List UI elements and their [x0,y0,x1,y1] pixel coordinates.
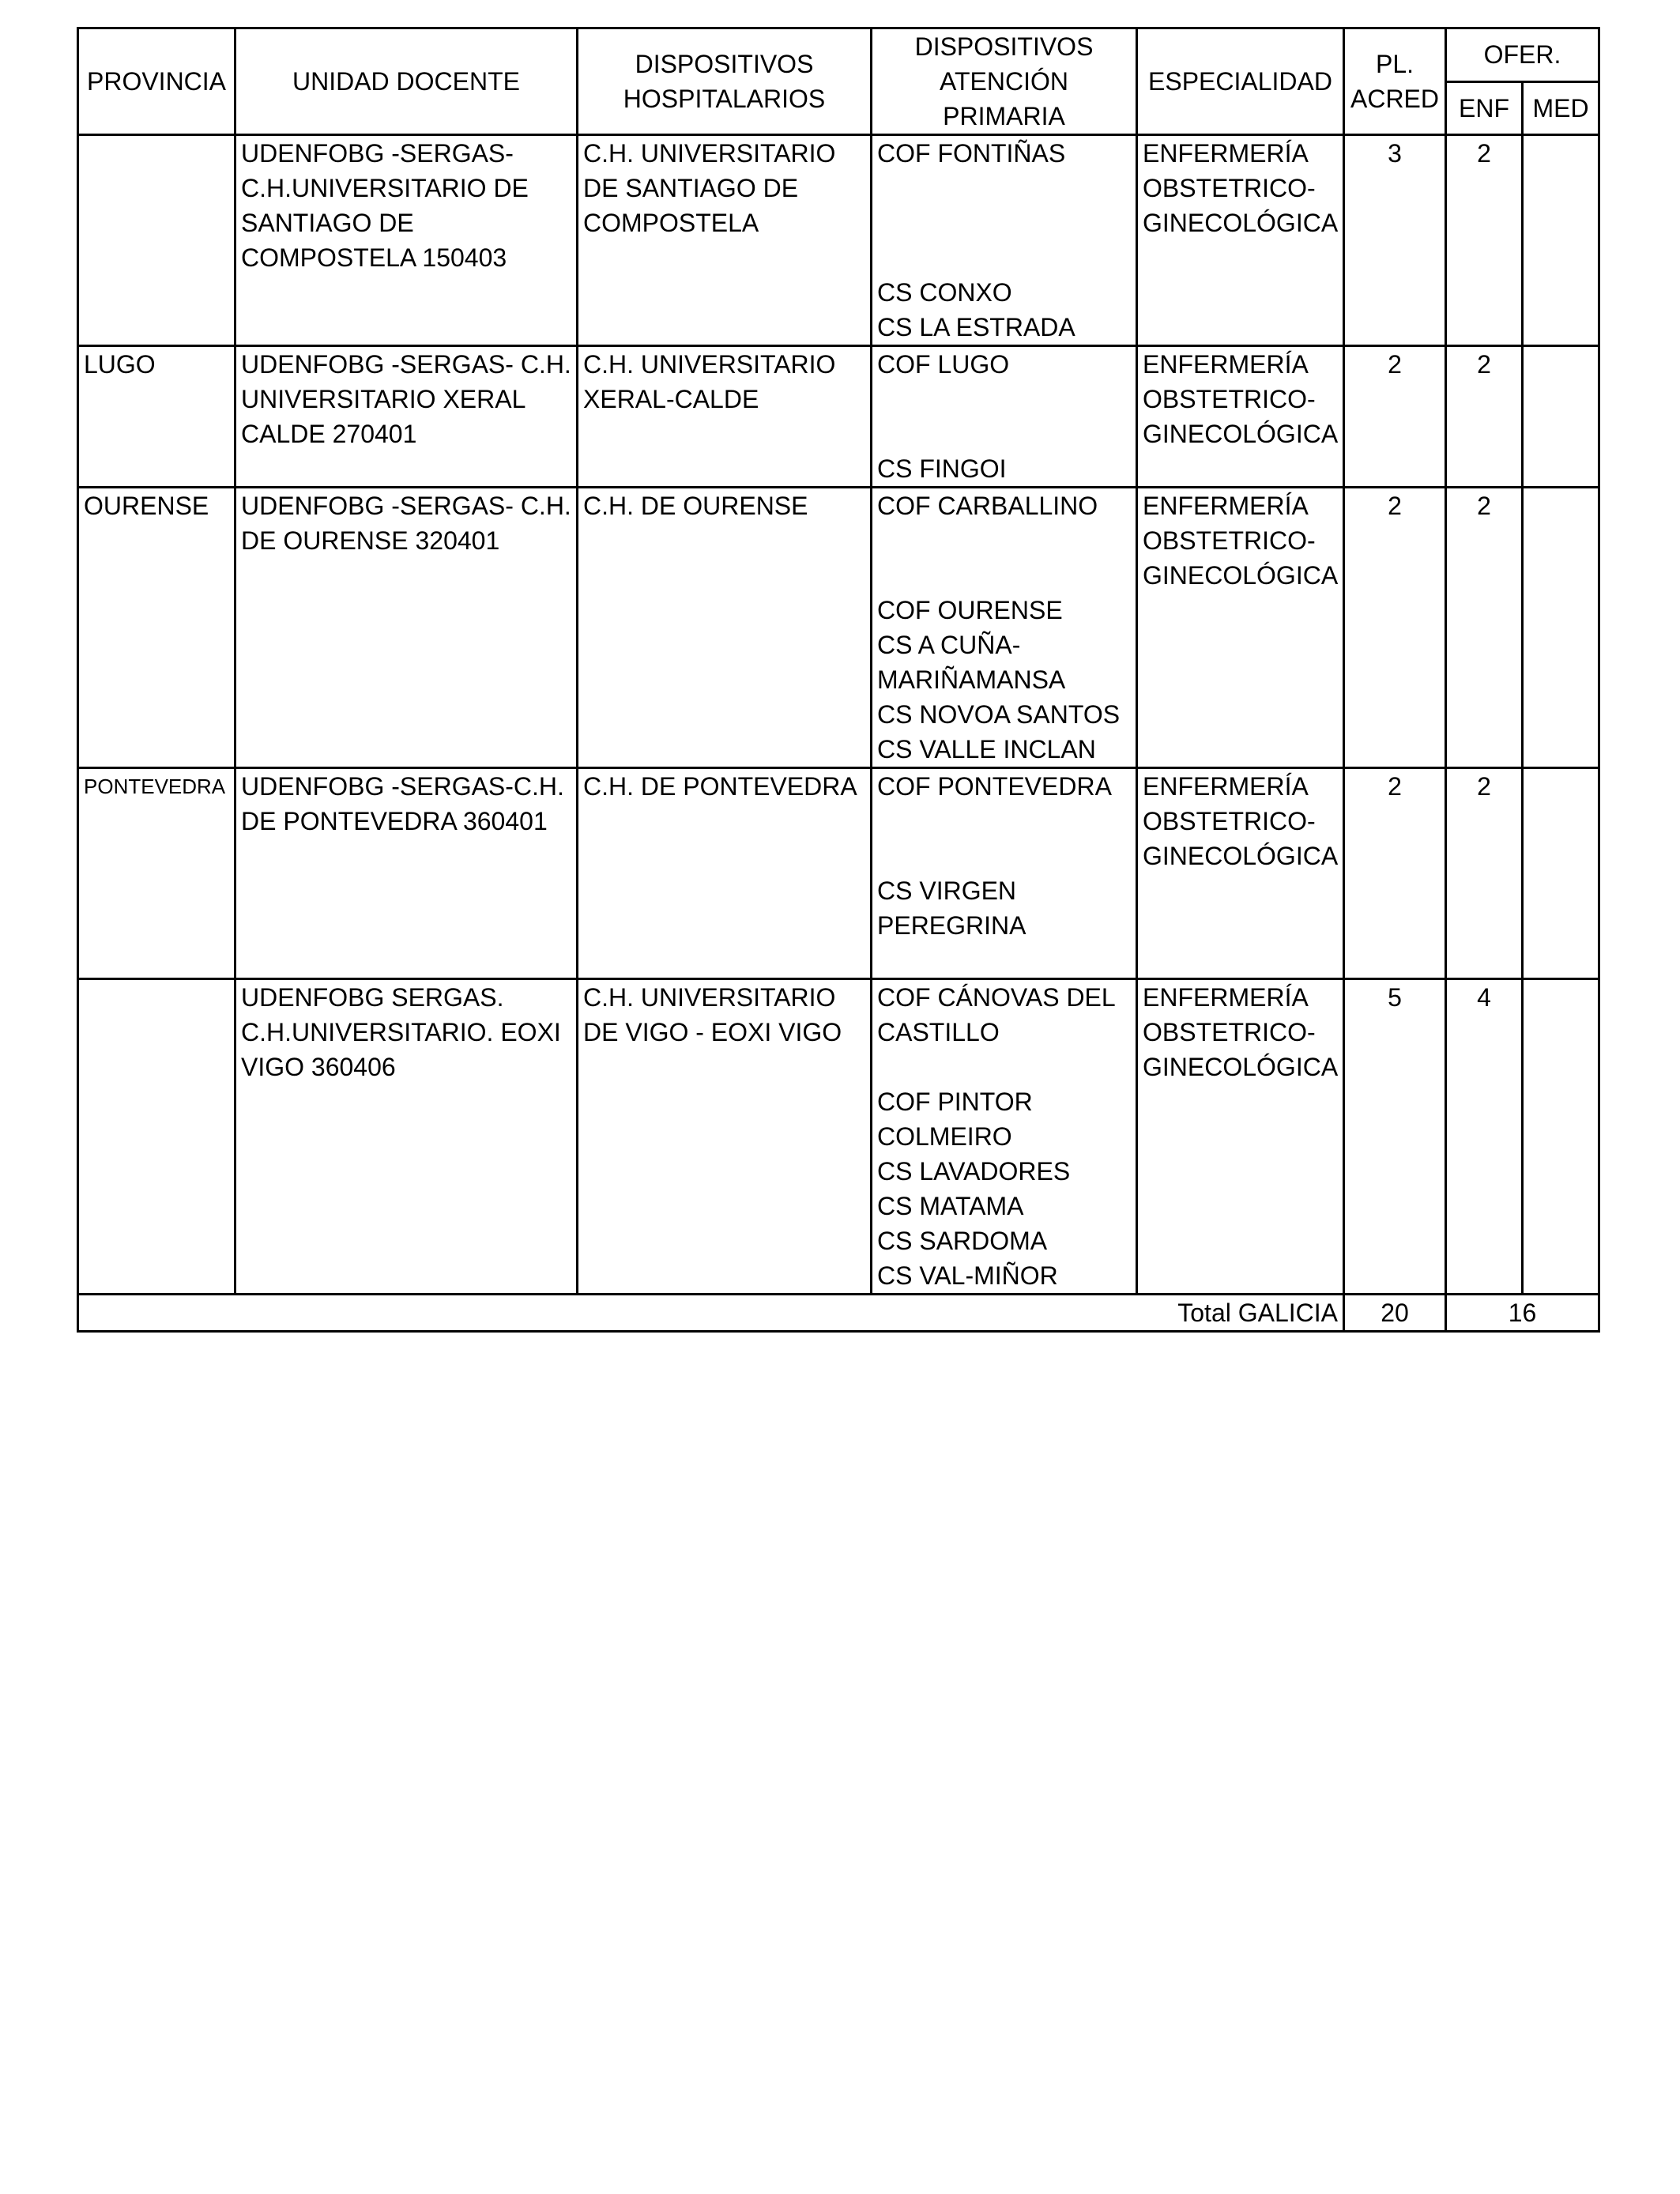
cell-oferta-med [1523,979,1599,1295]
table-row [78,346,1599,488]
primary-care-device: CS VAL-MIÑOR [877,1261,1058,1290]
header-enf: ENF [1446,81,1523,135]
table-row [78,488,1599,768]
primary-care-device: CS VIRGEN PEREGRINA [877,876,1026,940]
cell-plazas-acreditadas: 2 [1344,768,1446,979]
cell-plazas-acreditadas: 2 [1344,488,1446,768]
cell-oferta-med [1523,768,1599,979]
cell-plazas-acreditadas: 2 [1344,346,1446,488]
cell-provincia: PONTEVEDRA [78,768,235,979]
primary-care-device: COF LUGO [877,350,1010,379]
cell-dispositivos-atencion-primaria [872,135,1137,346]
cell-dispositivos-atencion-primaria [872,488,1137,768]
primary-care-device [877,523,1131,558]
table-row [78,768,1599,979]
cell-especialidad: ENFERMERÍA OBSTETRICO-GINECOLÓGICA [1137,346,1344,488]
cell-unidad-docente: UDENFOBG SERGAS. C.H.UNIVERSITARIO. EOXI VIGO 360406 [235,979,578,1295]
header-provincia: PROVINCIA [78,28,235,135]
primary-care-device: CS CONXO [877,278,1012,307]
cell-oferta-med [1523,346,1599,488]
cell-dispositivos-hospitalarios: C.H. UNIVERSITARIO XERAL-CALDE [578,346,872,488]
primary-care-device: COF CÁNOVAS DEL CASTILLO [877,983,1115,1046]
cell-oferta-enf: 4 [1446,979,1523,1295]
cell-especialidad: ENFERMERÍA OBSTETRICO-GINECOLÓGICA [1137,768,1344,979]
primary-care-device [877,839,1131,873]
primary-care-device: COF PONTEVEDRA [877,772,1112,801]
cell-unidad-docente: UDENFOBG -SERGAS- C.H.UNIVERSITARIO DE SANTIAGO DE COMPOSTELA 150403 [235,135,578,346]
cell-unidad-docente: UDENFOBG -SERGAS- C.H. UNIVERSITARIO XERAL CALDE 270401 [235,346,578,488]
cell-provincia [78,979,235,1295]
cell-dispositivos-atencion-primaria [872,346,1137,488]
cell-oferta-enf: 2 [1446,346,1523,488]
primary-care-device: CS VALLE INCLAN [877,735,1096,763]
primary-care-device: CS LAVADORES [877,1157,1071,1186]
header-med: MED [1523,81,1599,135]
cell-especialidad: ENFERMERÍA OBSTETRICO-GINECOLÓGICA [1137,135,1344,346]
primary-care-device [877,1050,1131,1084]
cell-dispositivos-hospitalarios: C.H. DE OURENSE [578,488,872,768]
primary-care-device [877,943,1131,978]
primary-care-device: CS SARDOMA [877,1227,1048,1255]
cell-oferta-enf: 2 [1446,135,1523,346]
cell-plazas-acreditadas: 3 [1344,135,1446,346]
primary-care-device [877,382,1131,417]
cell-dispositivos-atencion-primaria [872,768,1137,979]
total-oferta: 16 [1446,1295,1599,1332]
cell-dispositivos-hospitalarios: C.H. DE PONTEVEDRA [578,768,872,979]
cell-provincia [78,135,235,346]
cell-unidad-docente: UDENFOBG -SERGAS- C.H. DE OURENSE 320401 [235,488,578,768]
primary-care-device: CS LA ESTRADA [877,313,1075,341]
accreditation-table [77,27,1600,1333]
primary-care-device: CS MATAMA [877,1192,1024,1220]
header-especialidad: ESPECIALIDAD [1137,28,1344,135]
cell-dispositivos-hospitalarios: C.H. UNIVERSITARIO DE SANTIAGO DE COMPOSTELA [578,135,872,346]
header-oferta: OFER. [1446,28,1599,82]
primary-care-device [877,205,1131,240]
primary-care-device: CS FINGOI [877,454,1007,483]
primary-care-device [877,558,1131,593]
cell-dispositivos-hospitalarios: C.H. UNIVERSITARIO DE VIGO - EOXI VIGO [578,979,872,1295]
primary-care-device: COF OURENSE [877,596,1063,624]
header-dispositivos-hospitalarios: DISPOSITIVOS HOSPITALARIOS [578,28,872,135]
total-row [78,1295,1599,1332]
primary-care-device: COF PINTOR COLMEIRO [877,1088,1033,1151]
cell-especialidad: ENFERMERÍA OBSTETRICO-GINECOLÓGICA [1137,979,1344,1295]
cell-plazas-acreditadas: 5 [1344,979,1446,1295]
primary-care-device: CS A CUÑA-MARIÑAMANSA [877,631,1066,694]
table-body [78,135,1599,1295]
cell-oferta-med [1523,488,1599,768]
primary-care-device [877,804,1131,839]
cell-dispositivos-atencion-primaria [872,979,1137,1295]
primary-care-device: CS NOVOA SANTOS [877,700,1121,729]
total-label: Total GALICIA [78,1295,1344,1332]
header-unidad-docente: UNIDAD DOCENTE [235,28,578,135]
table-row [78,135,1599,346]
cell-oferta-enf: 2 [1446,488,1523,768]
primary-care-device: COF FONTIÑAS [877,139,1066,168]
cell-oferta-med [1523,135,1599,346]
cell-oferta-enf: 2 [1446,768,1523,979]
primary-care-device: COF CARBALLINO [877,492,1098,520]
cell-especialidad: ENFERMERÍA OBSTETRICO-GINECOLÓGICA [1137,488,1344,768]
total-plazas: 20 [1344,1295,1446,1332]
table-row [78,979,1599,1295]
cell-provincia: LUGO [78,346,235,488]
primary-care-device [877,240,1131,275]
header-plazas-acreditadas: PL. ACRED [1344,28,1446,135]
primary-care-device [877,171,1131,205]
cell-unidad-docente: UDENFOBG -SERGAS-C.H. DE PONTEVEDRA 360401 [235,768,578,979]
header-dispositivos-atencion-primaria: DISPOSITIVOS ATENCIÓN PRIMARIA [872,28,1137,135]
cell-provincia: OURENSE [78,488,235,768]
primary-care-device [877,417,1131,451]
